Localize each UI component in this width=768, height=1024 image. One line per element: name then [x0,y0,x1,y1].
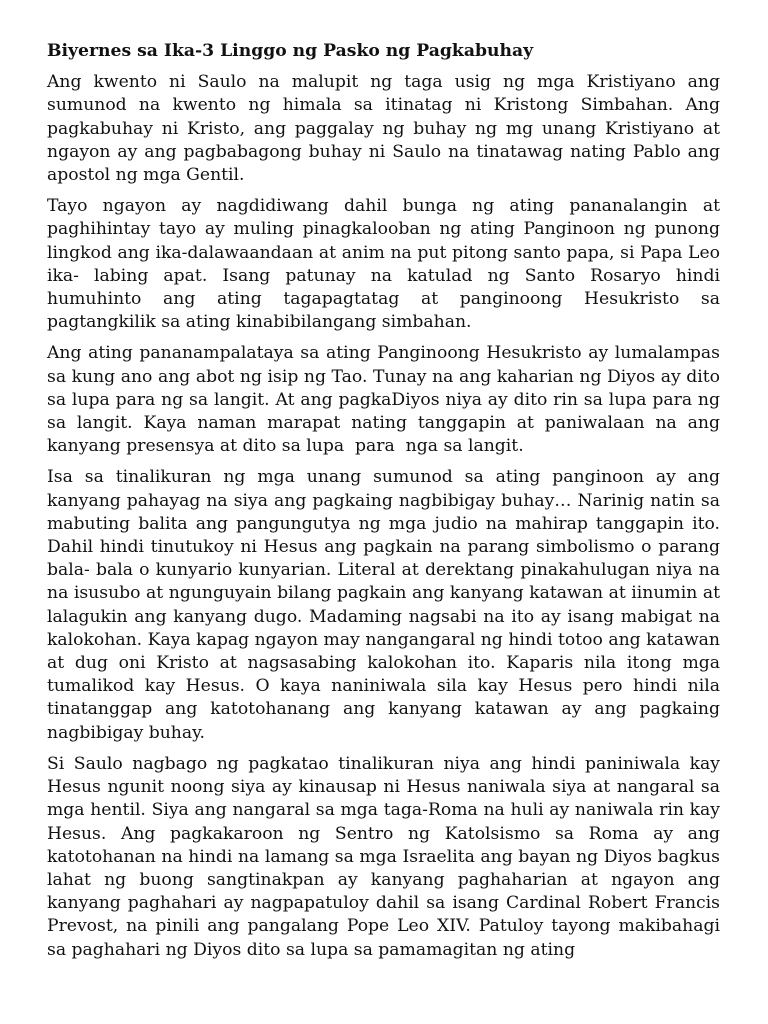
paragraph-5: Si Saulo nagbago ng pagkatao tinalikuran niya ang hindi paniniwala kay Hesus ngunit noong siya ay kinausap ni Hesus naniwala siya at nangaral sa mga hentil. Siya ang nangaral sa mga taga-Roma na huli ay naniwala rin kay Hesus. Ang pagkakaroon ng Sentro ng Katolsismo sa Roma ay ang katotohanan na hindi na lamang sa mga Israelita ang bayan ng Diyos bagkus lahat ng buong sangtinakpan ay kanyang paghaharian at ngayon ang kanyang paghahari ay nagpapatuloy dahil sa isang Cardinal Robert Francis Prevost, na pinili ang pangalang Pope Leo XIV. Patuloy tayong makibahagi sa paghahari ng Diyos dito sa lupa sa pamamagitan ng ating [47,753,726,960]
paragraph-2: Tayo ngayon ay nagdidiwang dahil bunga ng ating pananalangin at paghihintay tayo ay muling pinagkalooban ng ating Panginoon ng punong lingkod ang ika-dalawaandaan at anim na put pitong santo papa, si Papa Leo ika- labing apat. Isang patunay na katulad ng Santo Rosaryo hindi humuhinto ang ating tagapagtatag at panginoong Hesukristo sa pagtangkilik sa ating kinabibilangang simbahan. [47,196,726,333]
paragraph-3: Ang ating pananampalataya sa ating Panginoong Hesukristo ay lumalampas sa kung ano ang abot ng isip ng Tao. Tunay na ang kaharian ng Diyos ay dito sa lupa para ng sa langit. At ang pagkaDiyos niya ay dito rin sa lupa para ng sa langit. Kaya naman marapat nating tanggapin at paniwalaan na ang kanyang presensya at dito sa lupa para nga sa langit. [47,343,726,457]
document-title: Biyernes sa Ika-3 Linggo ng Pasko ng Pagkabuhay [47,41,534,61]
paragraph-4: Isa sa tinalikuran ng mga unang sumunod sa ating panginoon ay ang kanyang pahayag na siya ang pagkaing nagbibigay buhay… Narinig natin sa mabuting balita ang pangungutya ng mga judio na mahirap tanggapin ito. Dahil hindi tinutukoy ni Hesus ang pagkain na parang simbolismo o parang bala- bala o kunyario kunyarian. Literal at derektang pinakahulugan niya na na isusubo at ngunguyain bilang pagkain ang kanyang katawan at iinumin at lalagukin ang kanyang dugo. Madaming nagsabi na ito ay isang mabigat na kalokohan. Kaya kapag ngayon may nangangaral ng hindi totoo ang katawan at dug oni Kristo at nagsasabing kalokohan ito. Kaparis nila itong mga tumalikod kay Hesus. O kaya naniniwala sila kay Hesus pero hindi nila tinatanggap ang katotohanang ang kanyang katawan ay ang pagkaing nagbibigay buhay. [47,467,726,743]
paragraph-1: Ang kwento ni Saulo na malupit ng taga usig ng mga Kristiyano ang sumunod na kwento ng himala sa itinatag ni Kristong Simbahan. Ang pagkabuhay ni Kristo, ang paggalay ng buhay ng mg unang Kristiyano at ngayon ay ang pagbabagong buhay ni Saulo na tinatawag nating Pablo ang apostol ng mga Gentil. [47,72,726,186]
document-page [47,40,726,970]
